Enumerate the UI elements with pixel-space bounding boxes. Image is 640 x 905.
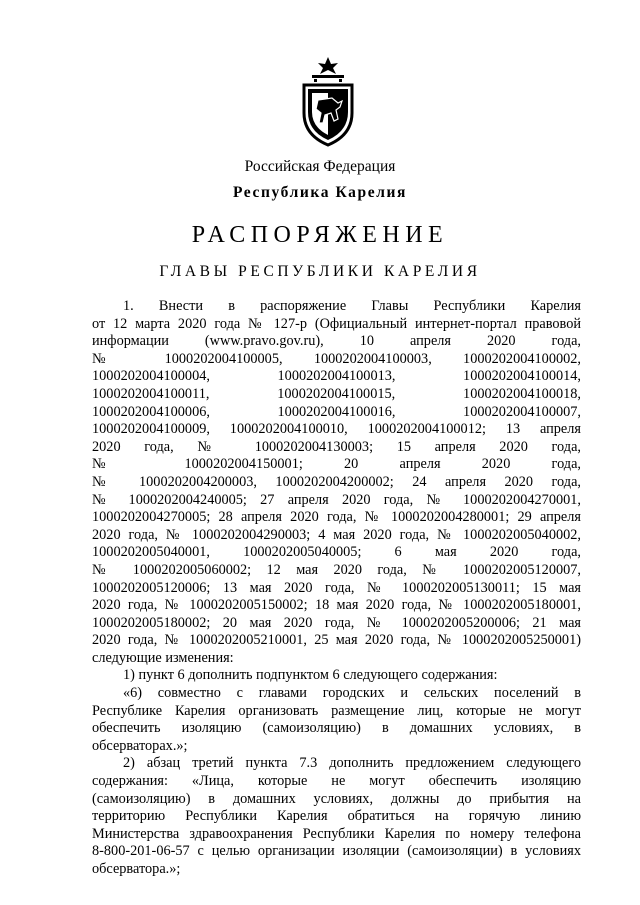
text-line: обсерваторах.»;	[92, 737, 188, 754]
text-line: «6) совместно с главами городских и сельских поселений в	[123, 685, 581, 702]
text-line: 2020 года, № 1000202004290003; 4 мая 2020 года, № 1000202005040002,	[92, 526, 581, 543]
text-line: 2020 года, № 1000202005150002; 18 мая 2020 года, № 1000202005180001,	[92, 597, 581, 614]
text-line: содержания: «Лица, которые не могут обеспечить изоляцию	[92, 773, 581, 790]
text-line: 1000202005040001, 1000202005040005; 6 мая 2020 года,	[92, 544, 581, 561]
text-line: 1000202004100004, 1000202004100013, 1000202004100014,	[92, 368, 581, 385]
text-line: Министерства здравоохранения Республики Карелия по номеру телефона	[92, 825, 581, 842]
text-line: 2) абзац третий пункта 7.3 дополнить предложением следующего	[123, 755, 581, 772]
text-line: 1000202004100011, 1000202004100015, 1000202004100018,	[92, 385, 581, 402]
text-line: 2020 года, № 1000202004130003; 15 апреля 2020 года,	[92, 438, 581, 455]
text-line: 8-800-201-06-57 с целью организации изоляции (самоизоляции) в условиях	[92, 843, 581, 860]
text-line: (самоизоляцию) в домашних условиях, должны до прибытия на	[92, 790, 581, 807]
text-line: следующие изменения:	[92, 649, 234, 666]
text-line: 1. Внести в распоряжение Главы Республики Карелия	[123, 298, 581, 314]
text-line: № 1000202004240005; 27 апреля 2020 года, № 1000202004270001,	[92, 491, 581, 508]
text-line: 1000202004270005; 28 апреля 2020 года, № 1000202004280001; 29 апреля	[92, 509, 581, 526]
text-line: № 1000202004200003, 1000202004200002; 24 апреля 2020 года,	[92, 473, 581, 490]
karelia-coat-of-arms-icon	[298, 55, 358, 147]
text-line: от 12 марта 2020 года № 127-р (Официальный интернет-портал правовой	[92, 315, 581, 332]
text-line: 1) пункт 6 дополнить подпунктом 6 следующего содержания:	[123, 667, 498, 684]
text-line: обсерватора.»;	[92, 861, 181, 877]
text-line: № 1000202004150001; 20 апреля 2020 года,	[92, 456, 581, 473]
text-line: 1000202005120006; 13 мая 2020 года, № 1000202005130011; 15 мая	[92, 579, 581, 596]
document-type-heading: РАСПОРЯЖЕНИЕ	[191, 222, 449, 248]
country-heading: Российская Федерация	[244, 158, 396, 175]
text-line: № 1000202004100005, 1000202004100003, 1000202004100002,	[92, 350, 581, 367]
text-line: 2020 года, № 1000202005210001, 25 мая 2020 года, № 1000202005250001)	[92, 632, 581, 649]
text-line: территорию Республики Карелия обратиться на горячую линию	[92, 808, 581, 825]
issuer-heading: ГЛАВЫ РЕСПУБЛИКИ КАРЕЛИЯ	[159, 263, 481, 280]
text-line: 1000202004100006, 1000202004100016, 1000202004100007,	[92, 403, 581, 420]
text-line: 1000202004100009, 1000202004100010, 1000202004100012; 13 апреля	[92, 421, 581, 438]
text-line: информации (www.pravo.gov.ru), 10 апреля 2020 года,	[92, 333, 581, 350]
republic-heading: Республика Карелия	[232, 184, 408, 201]
text-line: № 1000202005060002; 12 мая 2020 года, № 1000202005120007,	[92, 561, 581, 578]
document-body	[92, 298, 581, 879]
text-line: 1000202005180002; 20 мая 2020 года, № 1000202005200006; 21 мая	[92, 614, 581, 631]
text-line: обеспечить изоляцию (самоизоляцию) в домашних условиях, в	[92, 720, 581, 737]
text-line: Республике Карелия организовать размещение лиц, которые не могут	[92, 702, 581, 719]
